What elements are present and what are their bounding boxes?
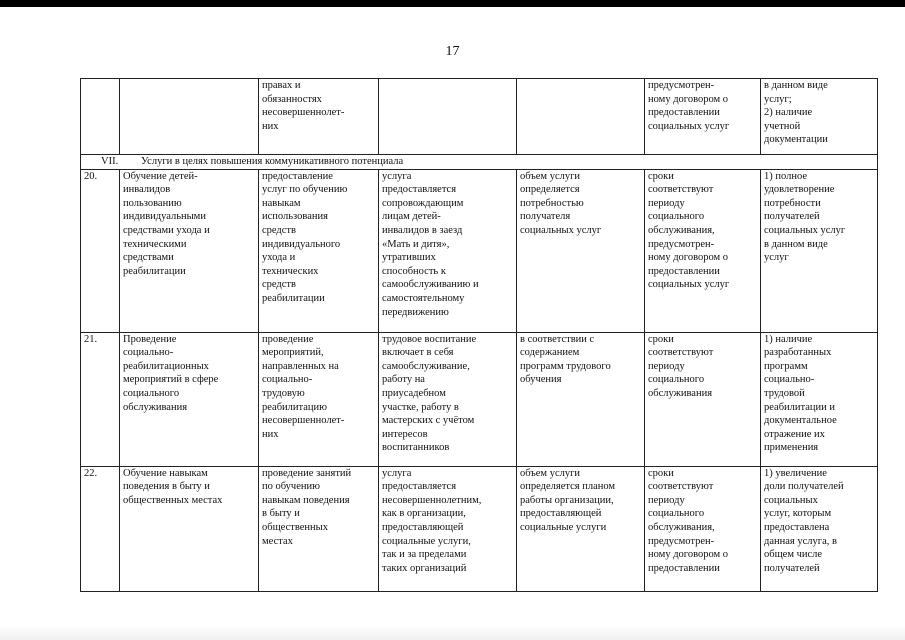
quality-indicators-cell: 1) полное удовлетворение потребности получателей социальных услуг в данном виде услуг [761, 169, 878, 332]
service-description-cell: проведение мероприятий, направленных на социально- трудовую реабилитацию несовершеннолет- них [259, 332, 379, 466]
row-number-cell: 22. [81, 466, 120, 591]
service-volume-cell [517, 79, 645, 155]
service-description-cell: предоставление услуг по обучению навыкам использования средств индивидуального ухода и технических средств реабилитации [259, 169, 379, 332]
table-row [81, 169, 878, 332]
top-border-bar [0, 0, 905, 7]
service-term-cell: сроки соответствуют периоду социального обслуживания, предусмотрен- ному договором о предоставлении [645, 466, 761, 591]
service-name-cell: Обучение навыкам поведения в быту и общественных местах [120, 466, 259, 591]
row-number-cell: 21. [81, 332, 120, 466]
service-conditions-cell: услуга предоставляется сопровождающим лицам детей- инвалидов в заезд «Мать и дитя», утративших способность к самообслуживанию и самостоятельному передвижению [379, 169, 517, 332]
service-volume-cell: в соответствии с содержанием программ трудового обучения [517, 332, 645, 466]
service-name-cell [120, 79, 259, 155]
service-conditions-cell [379, 79, 517, 155]
row-number-cell [81, 79, 120, 155]
section-heading [81, 155, 878, 170]
service-name-cell: Проведение социально- реабилитационных мероприятий в сфере социального обслуживания [120, 332, 259, 466]
table-row [81, 332, 878, 466]
section-row [81, 155, 878, 170]
service-term-cell: сроки соответствуют периоду социального обслуживания, предусмотрен- ному договором о предоставлении социальных услуг [645, 169, 761, 332]
table-row [81, 466, 878, 591]
service-name-cell: Обучение детей- инвалидов пользованию индивидуальными средствами ухода и техническими средствами реабилитации [120, 169, 259, 332]
service-conditions-cell: услуга предоставляется несовершеннолетним, как в организации, предоставляющей социальные услуги, так и за пределами таких организаций [379, 466, 517, 591]
section-number: VII. [101, 156, 119, 167]
quality-indicators-cell: 1) наличие разработанных программ социально- трудовой реабилитации и документальное отражение их применения [761, 332, 878, 466]
service-volume-cell: объем услуги определяется планом работы организации, предоставляющей социальные услуги [517, 466, 645, 591]
page-number: 17 [445, 44, 460, 59]
service-description-cell: правах и обязанностях несовершеннолет- них [259, 79, 379, 155]
continuation-row [81, 79, 878, 155]
quality-indicators-cell: в данном виде услуг; 2) наличие учетной документации [761, 79, 878, 155]
service-term-cell: предусмотрен- ному договором о предоставлении социальных услуг [645, 79, 761, 155]
services-table [80, 78, 878, 592]
service-conditions-cell: трудовое воспитание включает в себя самообслуживание, работу на приусадебном участке, работу в мастерских с учётом интересов воспитанников [379, 332, 517, 466]
service-term-cell: сроки соответствуют периоду социального обслуживания [645, 332, 761, 466]
section-title: Услуги в целях повышения коммуникативного потенциала [141, 156, 404, 167]
bottom-scan-edge [0, 626, 905, 640]
row-number-cell: 20. [81, 169, 120, 332]
quality-indicators-cell: 1) увеличение доли получателей социальных услуг, которым предоставлена данная услуга, в общем числе получателей [761, 466, 878, 591]
service-volume-cell: объем услуги определяется потребностью получателя социальных услуг [517, 169, 645, 332]
service-description-cell: проведение занятий по обучению навыкам поведения в быту и общественных местах [259, 466, 379, 591]
